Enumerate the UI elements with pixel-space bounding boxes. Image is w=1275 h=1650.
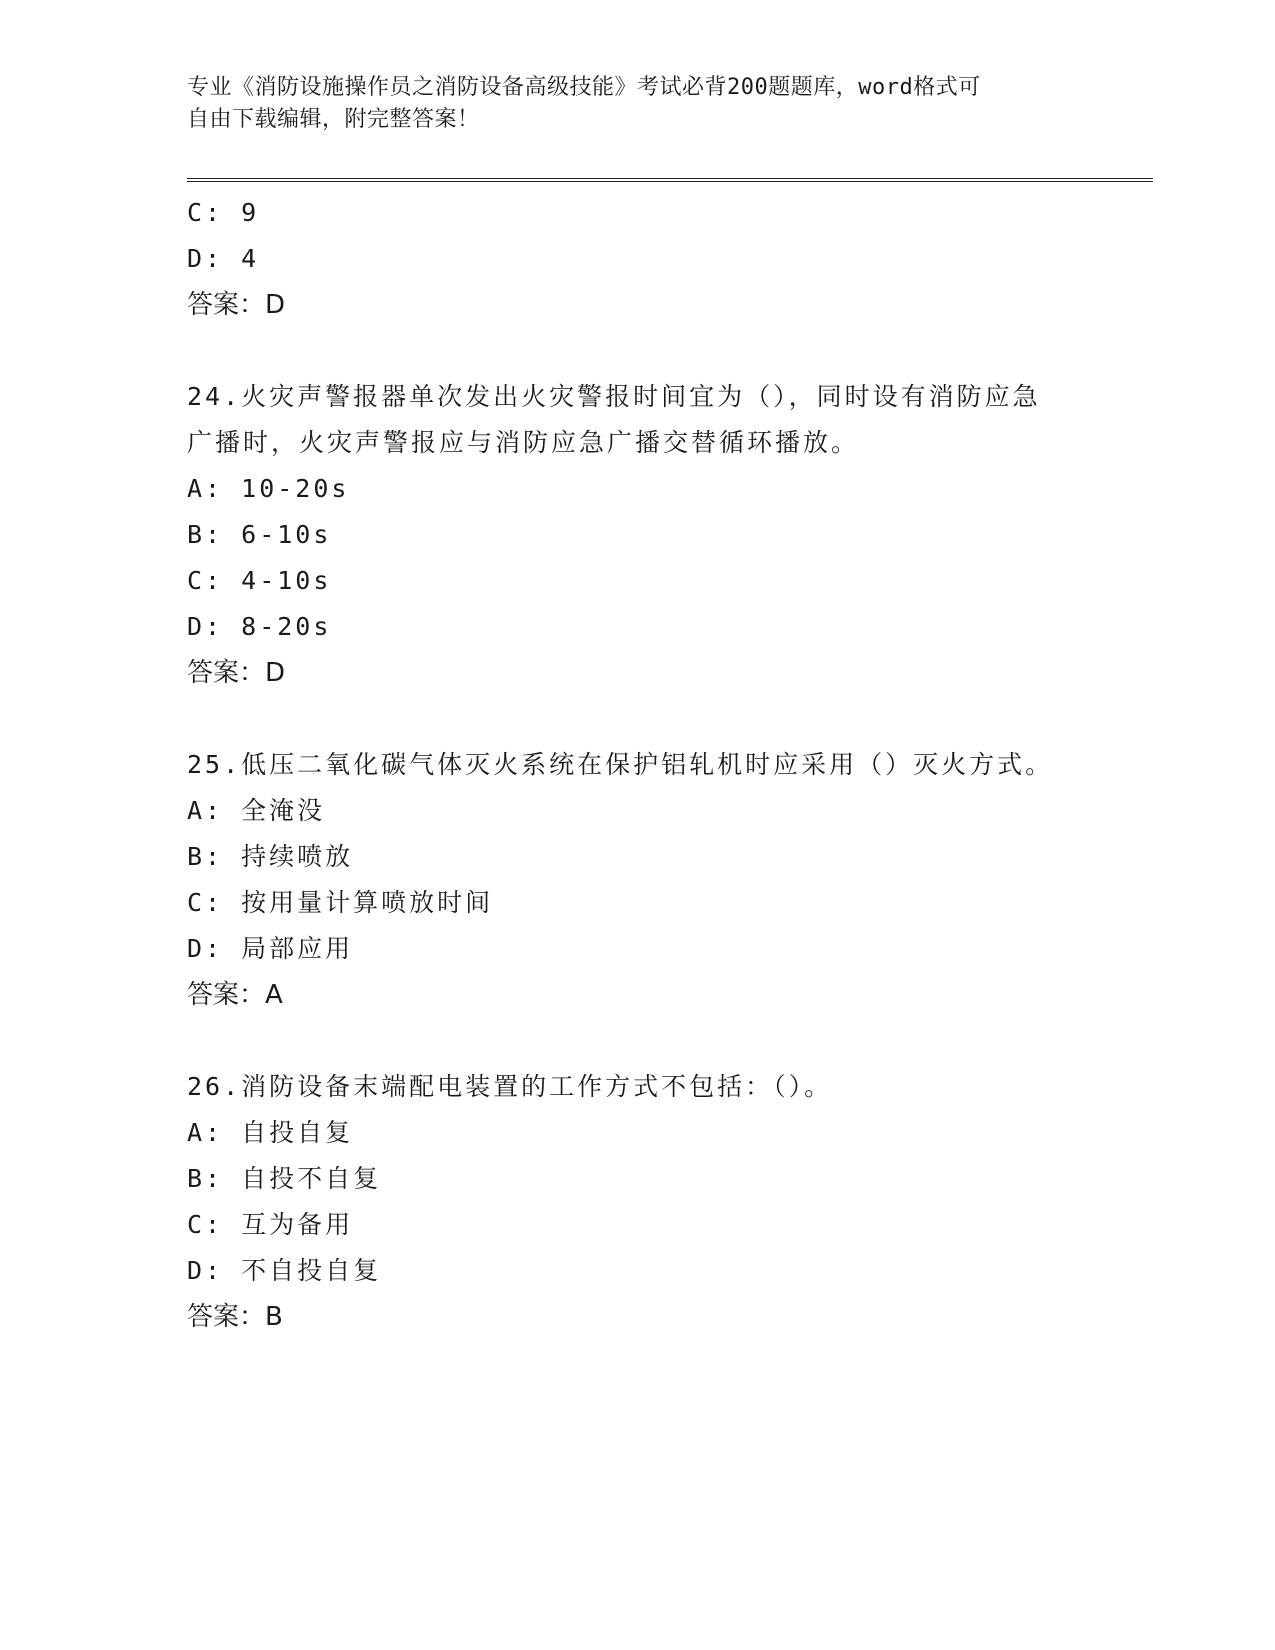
document-header bbox=[187, 72, 1087, 136]
option-a: A: 自投自复 bbox=[187, 1118, 354, 1147]
header-divider bbox=[187, 178, 1153, 182]
option-a: A: 10-20s bbox=[187, 474, 350, 503]
option-c: C: 按用量计算喷放时间 bbox=[187, 888, 494, 917]
option-b: B: 持续喷放 bbox=[187, 842, 354, 871]
question-26 bbox=[187, 1064, 1087, 1340]
option-b: B: 6-10s bbox=[187, 520, 332, 549]
question-25 bbox=[187, 742, 1087, 1018]
option-d: D: 4 bbox=[187, 244, 260, 273]
option-b: B: 自投不自复 bbox=[187, 1164, 382, 1193]
header-line-1: 专业《消防设施操作员之消防设备高级技能》考试必背200题题库，word格式可 bbox=[187, 75, 981, 100]
option-d: D: 不自投自复 bbox=[187, 1256, 382, 1285]
question-text-line-2: 广播时，火灾声警报应与消防应急广播交替循环播放。 bbox=[187, 428, 860, 457]
question-text-line-1: 25.低压二氧化碳气体灭火系统在保护铝轧机时应采用（）灭火方式。 bbox=[187, 750, 1054, 779]
option-a: A: 全淹没 bbox=[187, 796, 326, 825]
question-list bbox=[187, 190, 1087, 1340]
question-24 bbox=[187, 374, 1087, 696]
option-c: C: 互为备用 bbox=[187, 1210, 354, 1239]
answer-line: 答案：D bbox=[187, 290, 286, 320]
option-d: D: 8-20s bbox=[187, 612, 332, 641]
question-text-line-1: 26.消防设备末端配电装置的工作方式不包括：（）。 bbox=[187, 1072, 833, 1101]
header-line-2: 自由下载编辑，附完整答案！ bbox=[187, 107, 480, 132]
option-d: D: 局部应用 bbox=[187, 934, 354, 963]
option-c: C: 4-10s bbox=[187, 566, 332, 595]
question-23-tail bbox=[187, 190, 1087, 328]
answer-line: 答案：B bbox=[187, 1302, 283, 1332]
question-text-line-1: 24.火灾声警报器单次发出火灾警报时间宜为（），同时设有消防应急 bbox=[187, 382, 1041, 411]
answer-line: 答案：D bbox=[187, 658, 286, 688]
answer-line: 答案：A bbox=[187, 980, 283, 1010]
option-c: C: 9 bbox=[187, 198, 260, 227]
